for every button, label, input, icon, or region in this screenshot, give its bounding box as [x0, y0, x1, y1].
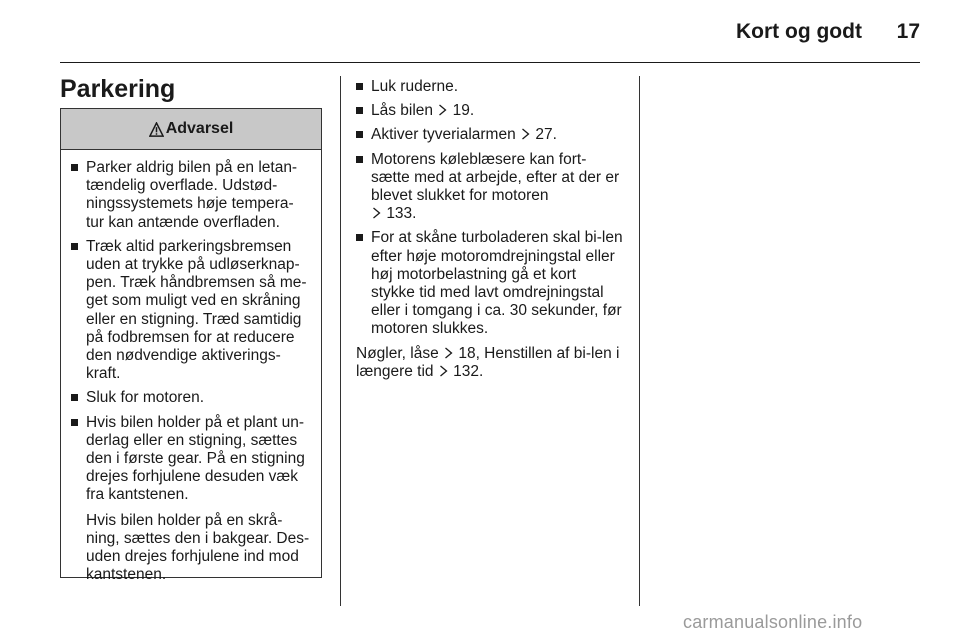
watermark: carmanualsonline.info	[683, 612, 863, 632]
header-rule	[60, 62, 920, 63]
page-ref-link[interactable]: 132.	[453, 362, 484, 380]
list-item: Luk ruderne.	[356, 78, 624, 96]
warning-box	[60, 108, 322, 584]
parking-steps-list	[356, 78, 624, 339]
section-title: Parkering	[60, 75, 176, 103]
warning-item: Træk altid parkeringsbremsen uden at trykke på udløserknap-pen. Træk håndbremsen så me-get som muligt ved en skråning eller en stigning. Træd samtidig på fodbremsen for at reducere den nødvendige aktiverings-kraft.	[71, 238, 311, 384]
right-column	[356, 78, 624, 381]
reference-arrow-icon	[444, 347, 453, 359]
warning-sub-paragraph: Hvis bilen holder på en skrå-ning, sættes den i bakgear. Des-uden drejes forhjulene ind mod kantstenen.	[86, 511, 310, 584]
page-ref-link[interactable]: 27.	[535, 126, 557, 144]
column-divider-right	[639, 76, 640, 606]
reference-arrow-icon	[521, 128, 530, 140]
page-ref-link[interactable]: 133.	[386, 205, 417, 223]
list-item: Motorens køleblæsere kan fort-sætte med at arbejde, efter at der er blevet slukket for motoren 133.	[356, 151, 624, 224]
page-ref-link[interactable]: 18, Henstillen af bi-len i længere tid	[356, 344, 620, 380]
warning-header	[61, 109, 321, 150]
warning-item: Parker aldrig bilen på en letan-tændelig overflade. Udstød-ningssystemets høje tempera-tur kan antænde overfladen.	[71, 159, 311, 232]
header-title: Kort og godt	[736, 20, 862, 43]
warning-body	[61, 150, 321, 584]
reference-arrow-icon	[439, 365, 448, 377]
warning-item: Hvis bilen holder på et plant un-derlag eller en stigning, sættes den i første gear. På en stigning drejes forhjulene desuden væk fra kantstenen.	[71, 414, 311, 505]
list-item: Aktiver tyverialarmen 27.	[356, 126, 624, 144]
reference-arrow-icon	[372, 207, 381, 219]
list-item: Lås bilen 19.	[356, 102, 624, 120]
warning-title: Advarsel	[165, 120, 234, 137]
list-item: For at skåne turboladeren skal bi-len efter høje motoromdrejningstal eller høj motorbelastning gå et kort stykke tid med lavt omdrejningstal eller i tomgang i ca. 30 sekunder, før motoren slukkes.	[356, 229, 624, 338]
column-divider-left	[340, 76, 341, 606]
reference-arrow-icon	[438, 104, 447, 116]
page-number: 17	[896, 20, 920, 43]
warning-triangle-icon	[149, 122, 164, 137]
page-ref-link[interactable]: 19.	[452, 102, 475, 120]
warning-item: Sluk for motoren.	[71, 389, 311, 407]
see-also-paragraph: Nøgler, låse 18, Henstillen af bi-len i længere tid 132.	[356, 344, 620, 380]
warning-list	[71, 159, 311, 505]
